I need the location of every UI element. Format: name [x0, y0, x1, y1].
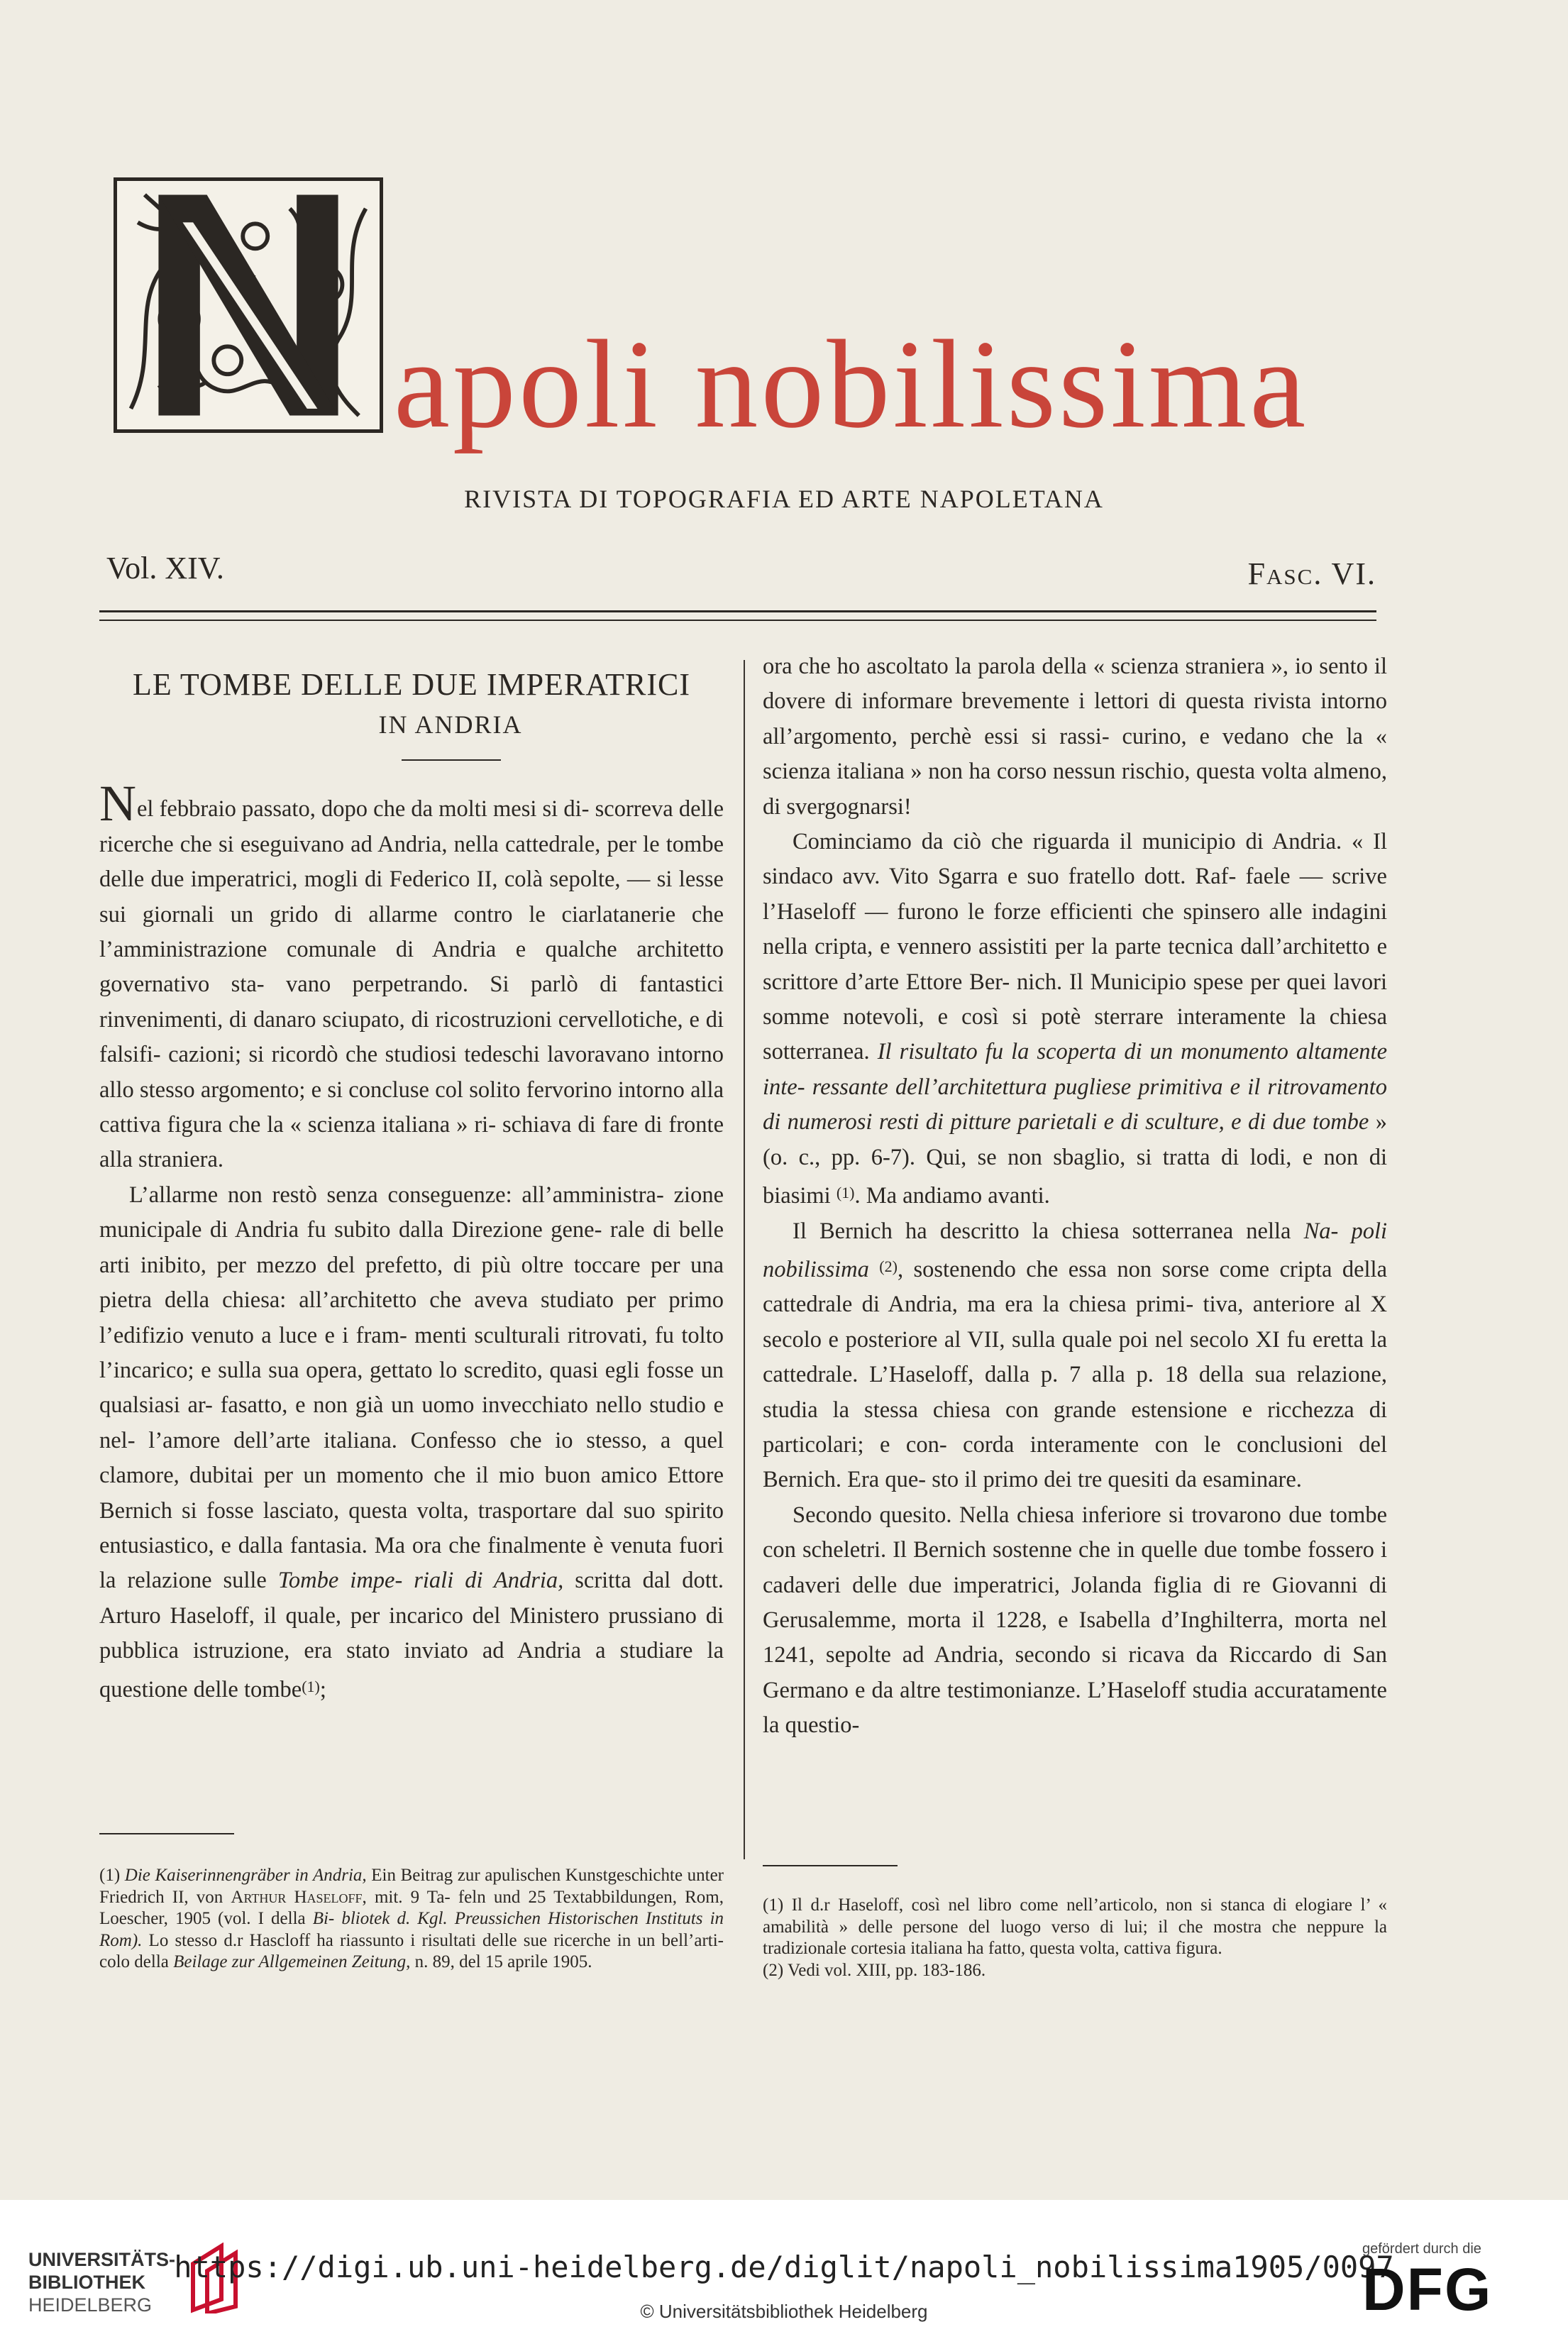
permalink-url[interactable]: https://digi.ub.uni-heidelberg.de/diglit/napoli_nobilissima1905/0097 [174, 2250, 1394, 2284]
fascicle-number: Fasc. VI. [1247, 556, 1376, 591]
drop-cap: N [99, 775, 137, 832]
journal-title: apoli nobilissima [394, 314, 1309, 454]
footnote-ref[interactable]: (1) [836, 1184, 855, 1202]
article-title-rule [402, 759, 501, 761]
volume-number: Vol. XIV. [106, 551, 224, 585]
footer-bar [0, 2200, 1568, 2344]
paragraph-bernich: Il Bernich ha descritto la chiesa sotterranea nella Na- poli nobilissima $^{(2)}$, sostenendo che essa non sorse come cripta della cattedrale di Andria, ma era la chiesa primi- tiva, anteriore al X secolo e posteriore al VII, sulla quale poi nel secolo XI fu eretta la cattedrale. L’Haseloff, dalla p. 7 alla p. 18 della sua relazione, studia la stessa chiesa con grande estensione e ricchezza di particolari; e con- corda interamente con le conclusioni del Bernich. Era que- sto il primo dei tre quesiti da esaminare. [763, 1218, 1388, 1493]
header-double-rule [99, 610, 1376, 621]
footnote-rule-left [99, 1833, 234, 1834]
dfg-logo[interactable]: gefördert durch die DFG [1362, 2241, 1493, 2323]
column-divider [744, 660, 745, 1859]
paragraph-continued: ora che ho ascoltato la parola della « scienza straniera », io sento il dovere di informare brevemente i lettori di questa rivista intorno all’argomento, perchè essi si rassi- curino, e vedano che la « scienza italiana » non ha corso nessun rischio, questa volta almeno, di svergognarsi! [763, 654, 1387, 820]
paragraph-secondo-quesito: Secondo quesito. Nella chiesa inferiore si trovarono due tombe con scheletri. Il Bernich sostenne che in quelle due tombe fossero i cadaveri delle due imperatrici, Jolanda figlia di re Giovanni di Gerusalemme, morta il 1228, e Isabella d’Inghilterra, morta nel 1241, sepolte ad Andria, secondo si ricava da Riccardo di San Germano e da altre testimonianze. L’Haseloff studia accuratamente la questio- [763, 1502, 1387, 1739]
article-subtitle: IN ANDRIA [378, 710, 523, 739]
article-title: LE TOMBE DELLE DUE IMPERATRICI [132, 667, 691, 702]
paragraph-municipio: Cominciamo da ciò che riguarda il municipio di Andria. « Il sindaco avv. Vito Sgarra e suo fratello dott. Raf- faele — scrive l’Haseloff — furono le forze efficienti che spinsero alle indagini nella cripta, e vennero assistiti per la parte tecnica dall’architetto e scrittore d’arte Ettore Ber- nich. Il Municipio spese per quei lavori somme notevoli, e così si potè sterrare interamente la chiesa sotterranea. Il risultato fu la scoperta di un monumento altamente inte- ressante dell’architettura pugliese primitiva e il ritrovamento di numerosi resti di pitture parietali e di sculture, e di due tombe » (o. c., pp. 6-7). Qui, se non sbaglio, si tratta di lodi, e non di biasimi $^{(1)}$. Ma andiamo avanti. [763, 829, 1387, 1209]
footnote-1-right: (1) Il d.r Haseloff, così nel libro come nell’articolo, non si stanca di elogiare l’ « amabilità » delle persone del luogo verso di lui; il che mostra che neppure la tradizionale cortesia italiana ha fatto, questa volta, cattiva figura. [763, 1895, 1387, 1958]
footnote-1-left: (1) Die Kaiserinnengräber in Andria, Ein Beitrag zur apulischen Kunstgeschichte unter Friedrich II, von Arthur Haseloff, mit. 9 Ta- feln und 25 Textabbildungen, Rom, Loescher, 1905 (vol. I della Bi- bliotek d. Kgl. Preussichen Historischen Instituts in Rom). Lo stesso d.r Hascloff ha riassunto i risultati delle sue ricerche in un bell’arti- colo della Beilage zur Allgemeinen Zeitung, n. 89, del 15 aprile 1905. [99, 1866, 724, 1971]
footnote-ref[interactable]: (2) [879, 1257, 898, 1275]
right-column [763, 649, 1387, 1744]
paragraph-2: L’allarme non restò senza conseguenze: all’amministra- zione municipale di Andria fu subito dalla Direzione gene- rale di belle arti inibito, per mezzo del prefetto, di più oltre toccare per una pietra della chiesa: all’architetto che aveva studiato per primo l’edifizio venuto a luce e i fram- menti sculturali ritrovati, fu tolto l’incarico; e sulla sua opera, gettato lo scredito, quasi egli fosse un qualsiasi ar- fasatto, e non già un uomo invecchiato nello studio e nel- l’amore dell’arte italiana. Confesso che io stesso, a quel clamore, dubitai per un momento che il mio buon amico Ettore Bernich si fosse lasciato, questa volta, trasportare dal suo spirito entusiastico, e dalla fantasia. Ma ora che finalmente è venuta fuori la relazione sulle Tombe impe- riali di Andria, scritta dal dott. Arturo Haseloff, il quale, per incarico del Ministero prussiano di pubblica istruzione, era stato inviato ad Andria a studiare la questione delle tombe$^{(1)}$; [99, 1182, 724, 1702]
footnotes-right [763, 1895, 1387, 1981]
journal-subtitle: RIVISTA DI TOPOGRAFIA ED ARTE NAPOLETANA [464, 485, 1104, 513]
footnotes-left [99, 1865, 724, 1974]
footnote-rule-right [763, 1865, 898, 1866]
left-column [99, 649, 724, 1707]
library-logo[interactable]: UNIVERSITÄTS- BIBLIOTHEK HEIDELBERG [28, 2248, 241, 2316]
footnote-2-right: (2) Vedi vol. XIII, pp. 183-186. [763, 1960, 986, 1980]
show-through-header [426, 142, 436, 166]
copyright-notice: © Universitätsbibliothek Heidelberg [640, 2301, 928, 2322]
footnote-ref[interactable]: (1) [302, 1677, 320, 1695]
ornamental-initial-N-icon [114, 177, 383, 433]
paragraph-1: Nel febbraio passato, dopo che da molti mesi si di- scorreva delle ricerche che si eseguivano ad Andria, nella cattedrale, per le tombe delle due imperatrici, mogli di Federico II, colà sepolte, — si lesse sui giornali un grido di allarme contro le ciarlatanerie che l’amministrazione comunale di Andria e qualche architetto governativo sta- vano perpetrando. Si parlò di fantastici rinvenimenti, di danaro sciupato, di ricostruzioni cervellotiche, e di falsifi- cazioni; si ricordò che studiosi tedeschi lavoravano intorno allo stesso argomento; e si concluse col solito fervorino intorno alla cattiva figura che la « scienza italiana » ri- schiava di fare di fronte alla straniera. [99, 775, 724, 1173]
